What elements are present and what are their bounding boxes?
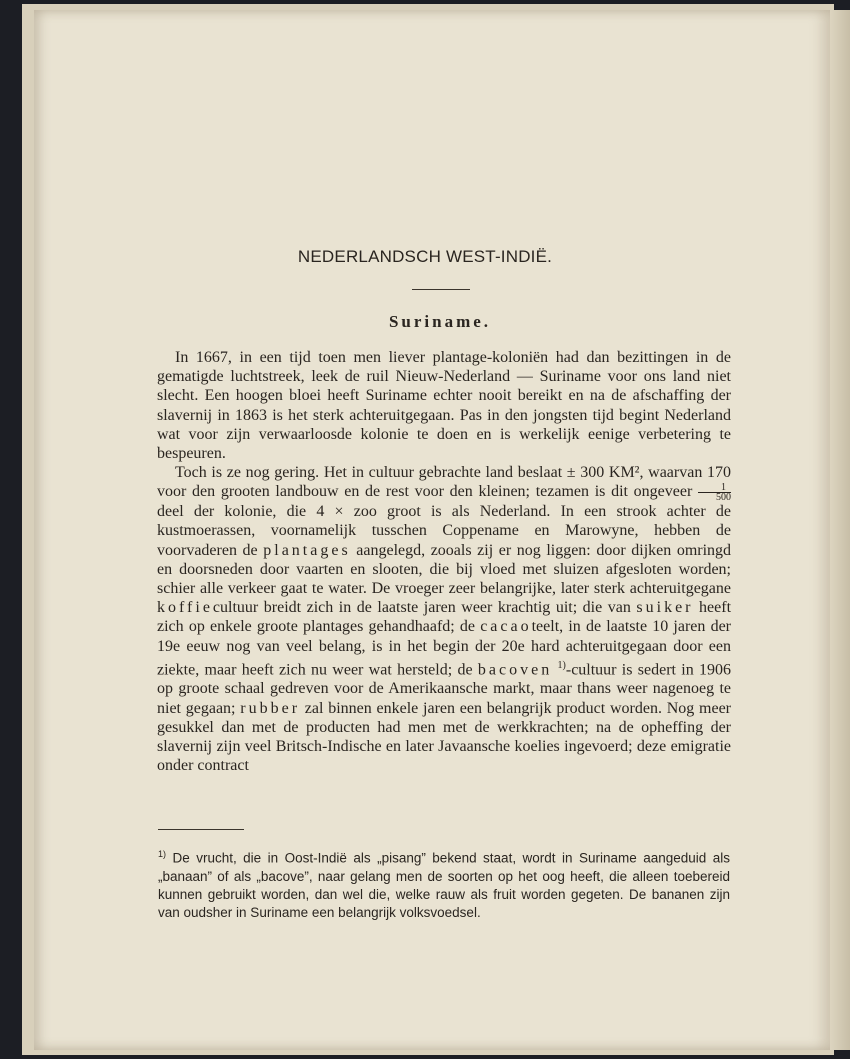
text-run: teelt, in de laatste 10 jaren der 19e eeuw nog van veel belang, is in het begin der 20e hard achteruitgegaan door een ziekte, maar heeft zich nu weer wat hersteld; de — [157, 618, 732, 679]
text-run: Toch is ze nog gering. Het in cultuur gebrachte land beslaat ± 300 KM², waarvan 170 voor den grooten landbouw en de rest voor den kleinen; tezamen is dit ongeveer — [157, 464, 731, 501]
emphasis-cacao: cacao — [480, 618, 532, 636]
text-run: deel der kolonie, die 4 × zoo groot is als Nederland. In een strook achter de kustmoerassen, voornamelijk tusschen Coppename en Marowyne, hebben de voorvaderen de — [157, 503, 731, 559]
footnote-divider — [158, 829, 244, 830]
text-run: cultuur breidt zich in de laatste jaren weer krachtig uit; die van — [212, 599, 631, 617]
emphasis-rubber: rubber — [240, 699, 301, 717]
fraction-denominator: 500 — [716, 492, 732, 504]
paragraph-2 — [157, 463, 731, 775]
footnote — [158, 845, 730, 922]
emphasis-bacoven: bacoven — [477, 661, 553, 679]
text-run: -cultuur is sedert in 1906 op groote schaal gedreven voor de Amerikaansche markt, maar thans weer nagenoeg te niet gegaan; — [157, 661, 732, 717]
text-run: zal binnen enkele jaren een belangrijk product worden. Nog meer gesukkel dan met de producten had men met de werkkrachten; na de opheffing der slavernij zijn veel Britsch-Indische en later Javaansche koelies ingevoerd; deze emigratie onder contract — [157, 699, 731, 775]
emphasis-koffie: koffie — [157, 599, 213, 617]
footnote-marker: 1) — [158, 849, 167, 859]
heading-divider — [412, 289, 470, 290]
emphasis-plantages: plantages — [263, 541, 351, 559]
text-run: aangelegd, zooals zij er nog liggen: door dijken omringd en doorsneden door vaarten en slooten, die bij vloed met sluizen afgesloten worden; schier alle verkeer gaat te water. De vroeger zeer belangrijke, later sterk achteruitgegane — [157, 541, 732, 598]
fraction-numerator: 1 — [698, 483, 731, 493]
footnote-text: De vrucht, die in Oost-Indië als „pisang” bekend staat, wordt in Suriname aangeduid als „banaan” of als „bacove”, naar gelang men de soorten op het oog heeft, die alleen toebereid kunnen gebruikt worden, dan wel die, welke rauw als fruit worden gegeten. De bananen zijn van oudsher in Suriname een belangrijk volksvoedsel. — [158, 850, 730, 920]
text-run: heeft zich op enkele groote plantages gehandhaafd; de — [157, 599, 732, 636]
footnote-reference[interactable]: 1) — [557, 659, 566, 671]
fraction — [698, 483, 731, 502]
emphasis-suiker: suiker — [636, 599, 694, 617]
chapter-heading: NEDERLANDSCH WEST-INDIË. — [297, 247, 553, 266]
paragraph-1: In 1667, in een tijd toen men liever plantage-koloniën had dan bezittingen in de gematigde luchtstreek, leek de ruil Nieuw-Nederland — Suriname voor ons land niet slecht. Een hoogen bloei heeft Suriname echter nooit bereikt en na de afschaffing der slavernij in 1863 is het sterk achteruitgegaan. Pas in den jongsten tijd begint Nederland wat voor zijn verwaarloosde kolonie te doen en is werkelijk eenige verbetering te bespeuren. — [157, 349, 731, 463]
page-edge — [830, 10, 850, 1050]
section-heading: Suriname. — [388, 312, 492, 331]
body-text — [157, 348, 731, 775]
